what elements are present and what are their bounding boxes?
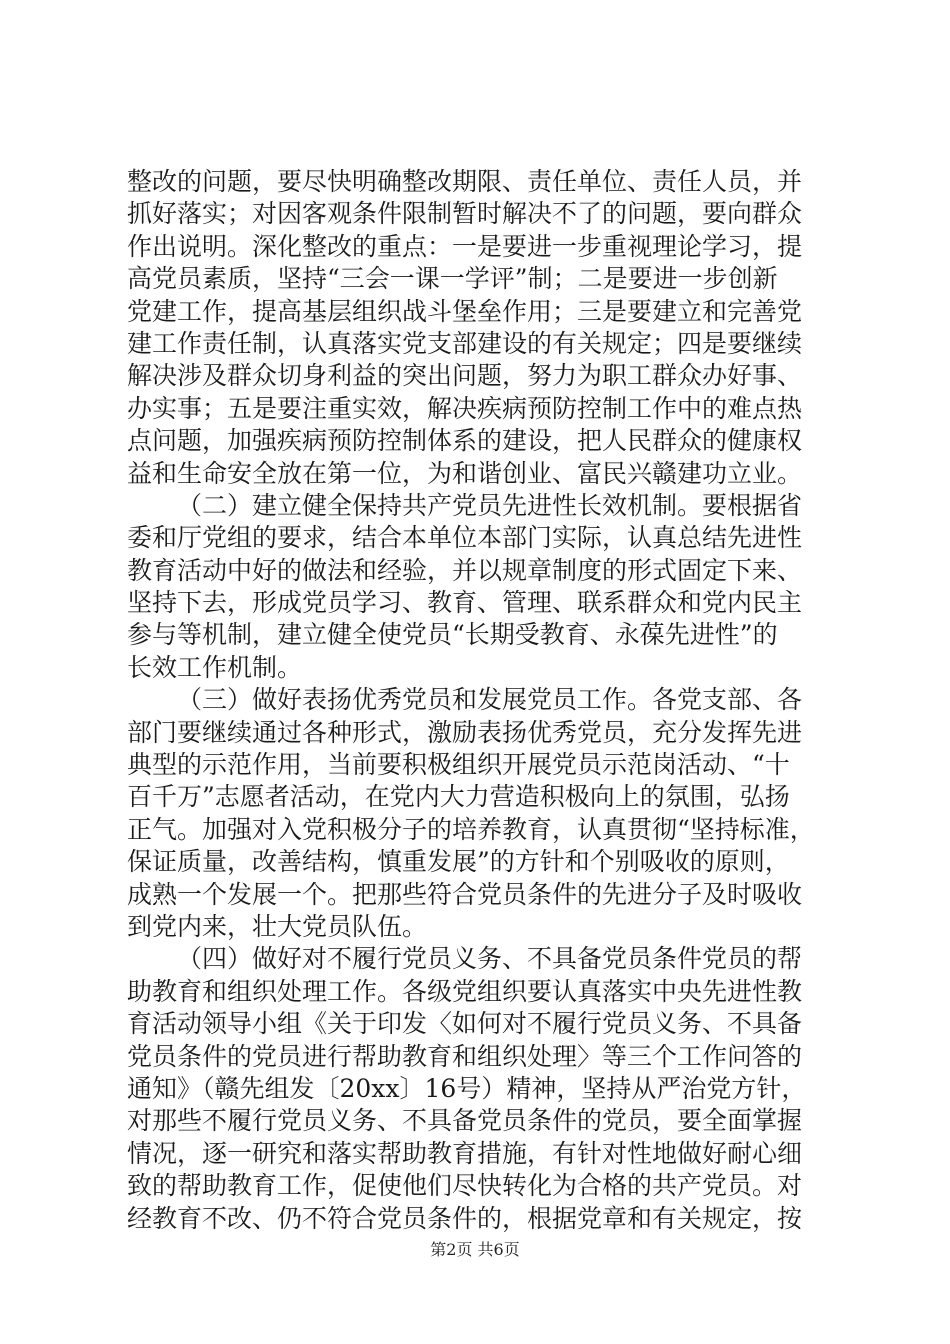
text-line: 情况，逐一研究和落实帮助教育措施，有针对性地做好耐心细	[127, 1138, 803, 1168]
text-line: 育活动领导小组《关于印发〈如何对不履行党员义务、不具备	[127, 1009, 803, 1039]
text-line: 部门要继续通过各种形式，激励表扬优秀党员，充分发挥先进	[127, 717, 803, 747]
text-line: 作出说明。深化整改的重点：一是要进一步重视理论学习，提	[127, 231, 803, 261]
text-line: 坚持下去，形成党员学习、教育、管理、联系群众和党内民主	[127, 588, 803, 618]
text-line: 抓好落实；对因客观条件限制暂时解决不了的问题，要向群众	[127, 199, 803, 229]
text-line: 整改的问题，要尽快明确整改期限、责任单位、责任人员，并	[127, 167, 803, 196]
text-line: 成熟一个发展一个。把那些符合党员条件的先进分子及时吸收	[127, 879, 803, 909]
text-line: 通知》（赣先组发〔20xx〕16号）精神，坚持从严治党方针，	[127, 1073, 807, 1103]
text-line: 百千万”志愿者活动，在党内大力营造积极向上的氛围，弘扬	[127, 782, 790, 812]
text-line: 经教育不改、仍不符合党员条件的，根据党章和有关规定，按	[127, 1203, 803, 1233]
text-line: 长效工作机制。	[127, 652, 303, 682]
text-line: （四）做好对不履行党员义务、不具备党员条件党员的帮	[177, 944, 803, 974]
text-line: 对那些不履行党员义务、不具备党员条件的党员，要全面掌握	[127, 1106, 803, 1136]
text-line: 参与等机制，建立健全使党员“长期受教育、永葆先进性”的	[127, 620, 778, 650]
text-line: （二）建立健全保持共产党员先进性长效机制。要根据省	[177, 490, 803, 520]
text-line: 高党员素质，坚持“三会一课一学评”制；二是要进一步创新	[127, 264, 778, 294]
text-line: 点问题，加强疾病预防控制体系的建设，把人民群众的健康权	[127, 426, 803, 456]
text-line: （三）做好表扬优秀党员和发展党员工作。各党支部、各	[177, 685, 803, 715]
text-line: 委和厅党组的要求，结合本单位本部门实际，认真总结先进性	[127, 523, 803, 553]
text-line: 建工作责任制，认真落实党支部建设的有关规定；四是要继续	[127, 328, 803, 358]
text-line: 致的帮助教育工作，促使他们尽快转化为合格的共产党员。对	[127, 1171, 803, 1201]
text-line: 典型的示范作用，当前要积极组织开展党员示范岗活动、“十	[127, 750, 790, 780]
text-line: 益和生命安全放在第一位，为和谐创业、富民兴赣建功立业。	[127, 458, 803, 488]
text-line: 保证质量，改善结构，慎重发展”的方针和个别吸收的原则，	[127, 847, 790, 877]
text-line: 解决涉及群众切身利益的突出问题，努力为职工群众办好事、	[127, 361, 803, 391]
text-line: 助教育和组织处理工作。各级党组织要认真落实中央先进性教	[127, 976, 803, 1006]
page-footer: 第2页 共6页	[430, 1240, 520, 1259]
text-line: 教育活动中好的做法和经验，并以规章制度的形式固定下来、	[127, 555, 803, 585]
text-line: 党员条件的党员进行帮助教育和组织处理〉等三个工作问答的	[127, 1041, 803, 1071]
text-line: 正气。加强对入党积极分子的培养教育，认真贯彻“坚持标准，	[127, 814, 815, 844]
text-line: 到党内来，壮大党员队伍。	[127, 911, 428, 941]
document-body	[127, 166, 847, 1235]
text-line: 党建工作，提高基层组织战斗堡垒作用；三是要建立和完善党	[127, 296, 803, 326]
text-line: 办实事；五是要注重实效，解决疾病预防控制工作中的难点热	[127, 393, 803, 423]
